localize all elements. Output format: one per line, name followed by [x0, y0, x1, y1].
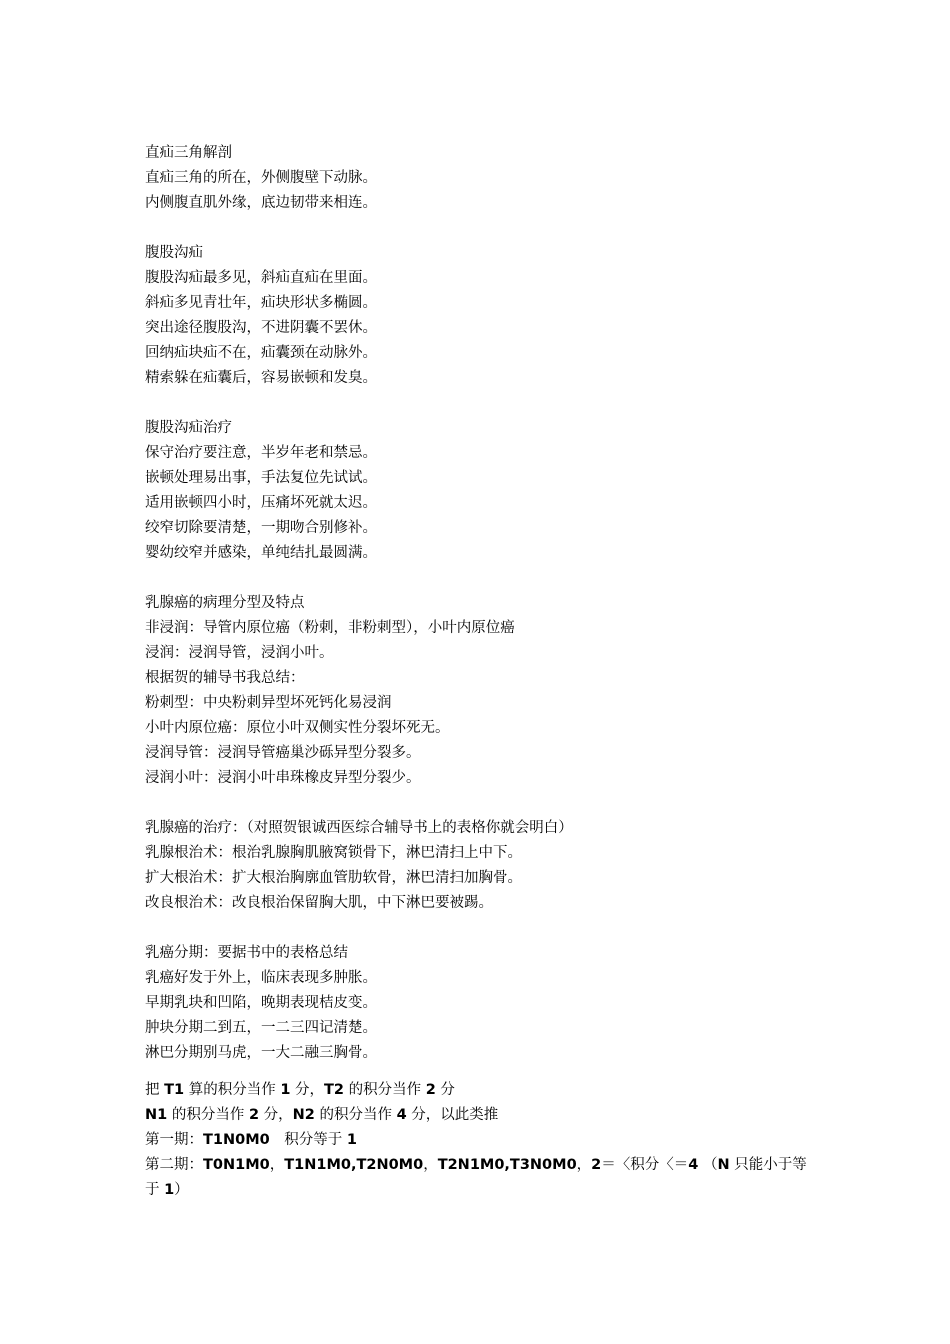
stage-one: 第一期：T1N0M0 积分等于 1 — [145, 1132, 357, 1148]
verse-line: 婴幼绞窄并感染，单纯结扎最圆满。 — [145, 545, 377, 561]
text-line: 浸润导管：浸润导管癌巢沙砾异型分裂多。 — [145, 745, 421, 761]
section-title: 乳腺癌的病理分型及特点 — [145, 595, 305, 611]
verse-line: 精索躲在疝囊后，容易嵌顿和发臭。 — [145, 370, 377, 386]
verse-line: 腹股沟疝最多见，斜疝直疝在里面。 — [145, 270, 377, 286]
verse-line: 肿块分期二到五，一二三四记清楚。 — [145, 1020, 377, 1036]
text-line: 改良根治术：改良根治保留胸大肌，中下淋巴要被踢。 — [145, 895, 493, 911]
verse-line: 嵌顿处理易出事，手法复位先试试。 — [145, 470, 377, 486]
text-line: 根据贺的辅导书我总结： — [145, 670, 305, 686]
section-breast-cancer-staging — [145, 941, 815, 1066]
verse-line: 回纳疝块疝不在，疝囊颈在动脉外。 — [145, 345, 377, 361]
section-inguinal-hernia-treatment — [145, 416, 815, 566]
text-line: 浸润小叶：浸润小叶串珠橡皮异型分裂少。 — [145, 770, 421, 786]
stage-two: 第二期：T0N1M0，T1N1M0,T2N0M0，T2N1M0,T3N0M0，2＝〈积分〈＝4 （N 只能小于等于 1） — [145, 1157, 807, 1198]
score-rule-n: N1 的积分当作 2 分，N2 的积分当作 4 分，以此类推 — [145, 1107, 499, 1123]
section-title: 乳腺癌的治疗：（对照贺银诚西医综合辅导书上的表格你就会明白） — [145, 820, 573, 836]
section-inguinal-hernia — [145, 241, 815, 391]
verse-line: 绞窄切除要清楚，一期吻合别修补。 — [145, 520, 377, 536]
verse-line: 内侧腹直肌外缘，底边韧带来相连。 — [145, 195, 377, 211]
verse-line: 直疝三角的所在，外侧腹壁下动脉。 — [145, 170, 377, 186]
text-line: 非浸润：导管内原位癌（粉刺，非粉刺型），小叶内原位癌 — [145, 620, 515, 636]
section-title: 腹股沟疝 — [145, 245, 203, 261]
section-direct-hernia-triangle — [145, 141, 815, 216]
text-line: 浸润：浸润导管，浸润小叶。 — [145, 645, 334, 661]
verse-line: 保守治疗要注意，半岁年老和禁忌。 — [145, 445, 377, 461]
text-line: 粉刺型：中央粉刺异型坏死钙化易浸润 — [145, 695, 392, 711]
document-page — [145, 141, 815, 1203]
text-line: 乳腺根治术：根治乳腺胸肌腋窝锁骨下，淋巴清扫上中下。 — [145, 845, 522, 861]
verse-line: 乳癌好发于外上，临床表现多肿胀。 — [145, 970, 377, 986]
staging-score-notes — [145, 1078, 815, 1203]
verse-line: 淋巴分期别马虎，一大二融三胸骨。 — [145, 1045, 377, 1061]
verse-line: 适用嵌顿四小时，压痛坏死就太迟。 — [145, 495, 377, 511]
section-title: 腹股沟疝治疗 — [145, 420, 232, 436]
score-rule-t: 把 T1 算的积分当作 1 分，T2 的积分当作 2 分 — [145, 1082, 455, 1098]
section-title: 直疝三角解剖 — [145, 145, 232, 161]
section-breast-cancer-pathology — [145, 591, 815, 791]
section-title: 乳癌分期：要据书中的表格总结 — [145, 945, 348, 961]
verse-line: 突出途径腹股沟，不进阴囊不罢休。 — [145, 320, 377, 336]
verse-line: 早期乳块和凹陷，晚期表现桔皮变。 — [145, 995, 377, 1011]
text-line: 扩大根治术：扩大根治胸廓血管肋软骨，淋巴清扫加胸骨。 — [145, 870, 522, 886]
section-breast-cancer-treatment — [145, 816, 815, 916]
text-line: 小叶内原位癌：原位小叶双侧实性分裂坏死无。 — [145, 720, 450, 736]
verse-line: 斜疝多见青壮年，疝块形状多椭圆。 — [145, 295, 377, 311]
